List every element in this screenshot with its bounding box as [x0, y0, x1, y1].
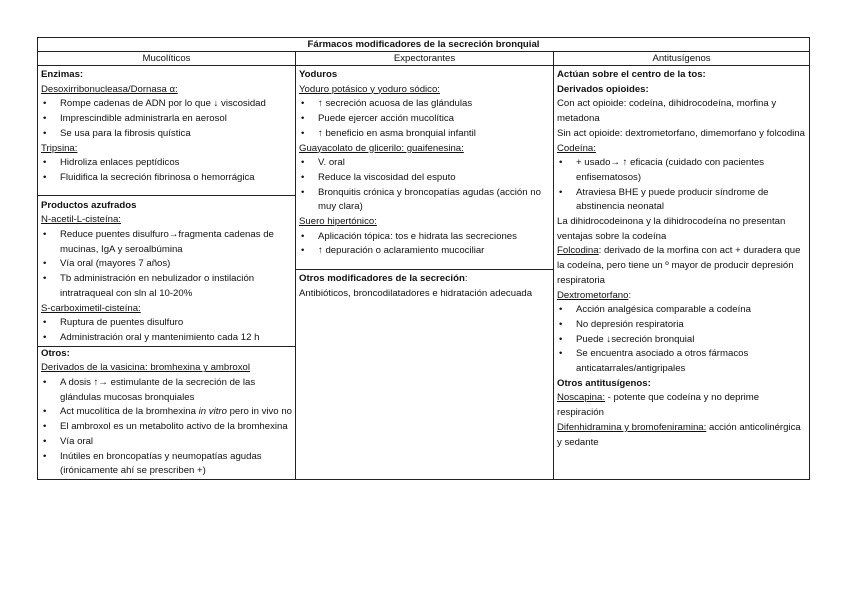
- list-item: • Bronquitis crónica y broncopatías agudas (acción no muy clara): [299, 186, 550, 215]
- folcodina-label: Folcodina: [557, 245, 599, 257]
- noscapina-label: Noscapina:: [557, 392, 605, 404]
- vasicina-list: [41, 376, 292, 479]
- folcodina-text: : derivado de la morfina con act + duradera que la codeína, pero tiene un º mayor de producir depresión respiratoria: [557, 245, 801, 286]
- list-item: • Atraviesa BHE y puede producir síndrome de abstinencia neonatal: [557, 186, 806, 215]
- scmc-list: [41, 316, 292, 345]
- list-item: [41, 405, 292, 420]
- suero-list: [299, 230, 550, 259]
- antitusigenos-cell: [554, 66, 810, 480]
- dextro-label: Dextrometorfano: [557, 289, 629, 301]
- list-item: • Reduce la viscosidad del esputo: [299, 171, 550, 186]
- otros-modificadores-text: Antibióticos, broncodilatadores e hidratación adecuada: [299, 287, 533, 299]
- otros-antitusigenos-heading: Otros antitusígenos:: [557, 377, 651, 389]
- list-item: • Inútiles en broncopatías y neumopatías agudas (irónicamente ahí se prescriben +): [41, 450, 292, 479]
- noscapina-row: [557, 391, 806, 420]
- nac-label: N-acetil-L-cisteína:: [41, 214, 121, 226]
- difenhidramina-text: acción anticolinérgica y sedante: [557, 421, 801, 448]
- vasicina-label: Derivados de la vasicina: bromhexina y ambroxol: [41, 362, 251, 374]
- expectorantes-cell: [296, 66, 554, 480]
- list-item: • Aplicación tópica: tos e hidrata las secreciones: [299, 230, 550, 245]
- yoduros-label: Yoduro potásico y yoduro sódico:: [299, 83, 440, 95]
- con-act-text: Con act opioide: codeína, dihidrocodeína, morfina y metadona: [557, 98, 777, 125]
- document-page: [37, 37, 809, 480]
- list-item: • ↑ depuración o aclaramiento mucociliar: [299, 244, 550, 259]
- difenhidramina-row: [557, 421, 806, 450]
- list-item: • Puede ↓secreción bronquial: [557, 333, 806, 348]
- list-item: • Se encuentra asociado a otros fármacos anticatarrales/antigripales: [557, 347, 806, 376]
- list-item: • Rompe cadenas de ADN por lo que ↓ viscosidad: [41, 97, 292, 112]
- azufrados-heading: Productos azufrados: [41, 199, 137, 211]
- list-item: • Ruptura de puentes disulfuro: [41, 316, 292, 331]
- drug-table: [37, 37, 810, 480]
- sin-act-text: Sin act opioide: dextrometorfano, dimemorfano y folcodina: [557, 127, 805, 139]
- folcodina-row: [557, 244, 806, 288]
- header-antitusigenos: Antitusígenos: [554, 52, 810, 66]
- header-expectorantes: Expectorantes: [296, 52, 554, 66]
- otros-mucoliticos-heading: Otros:: [41, 347, 70, 359]
- difenhidramina-label: Difenhidramina y bromofeniramina:: [557, 421, 707, 433]
- list-item: • A dosis ↑→ estimulante de la secreción de las glándulas mucosas bronquiales: [41, 376, 292, 405]
- opioides-heading: Derivados opioides:: [557, 83, 649, 95]
- scmc-label: S-carboximetil-cisteína:: [41, 302, 141, 314]
- dextro-colon: :: [628, 289, 632, 301]
- guayacolato-label: Guayacolato de glicerilo: guaifenesina:: [299, 142, 464, 154]
- dornasa-list: [41, 97, 292, 141]
- dihidro-text: La dihidrocodeinona y la dihidrocodeína no presentan ventajas sobre la codeína: [557, 216, 786, 242]
- otros-modificadores-colon: :: [464, 273, 468, 285]
- list-item: • + usado→ ↑ eficacia (cuidado con pacientes enfisematosos): [557, 156, 806, 185]
- list-item: • Acción analgésica comparable a codeína: [557, 303, 806, 318]
- dextro-list: [557, 303, 806, 377]
- list-item: • Puede ejercer acción mucolítica: [299, 112, 550, 127]
- list-item: • Vía oral: [41, 435, 292, 450]
- tripsina-label: Tripsina:: [41, 142, 78, 154]
- list-item: • Hidroliza enlaces peptídicos: [41, 156, 292, 171]
- in-vitro-text: in vitro: [198, 406, 227, 418]
- mucoliticos-cell: [38, 66, 296, 480]
- table-title: Fármacos modificadores de la secreción bronquial: [38, 38, 810, 52]
- tripsina-list: [41, 156, 292, 185]
- yoduros-list: [299, 97, 550, 141]
- list-item: • Imprescindible administrarla en aerosol: [41, 112, 292, 127]
- otros-modificadores-heading: Otros modificadores de la secreción: [299, 273, 465, 285]
- header-mucoliticos: Mucolíticos: [38, 52, 296, 66]
- yoduros-section: [299, 67, 550, 269]
- noscapina-text: - potente que codeína y no deprime respiración: [557, 392, 760, 419]
- guayacolato-list: [299, 156, 550, 215]
- codeina-label: Codeína:: [557, 142, 596, 154]
- otros-modificadores-section: [296, 269, 553, 301]
- azufrados-section: [38, 195, 295, 346]
- list-item: • V. oral: [299, 156, 550, 171]
- suero-label: Suero hipertónico:: [299, 216, 377, 228]
- list-item: • Tb administración en nebulizador o instilación intratraqueal con sln al 10-20%: [41, 272, 292, 301]
- list-item: • Fluidifica la secreción fibrinosa o hemorrágica: [41, 171, 292, 186]
- list-item: • ↑ secreción acuosa de las glándulas: [299, 97, 550, 112]
- list-item: • Vía oral (mayores 7 años): [41, 257, 292, 272]
- list-item: • No depresión respiratoria: [557, 318, 806, 333]
- otros-modificadores-heading-row: [299, 272, 550, 287]
- dornasa-label: Desoxirribonucleasa/Dornasa α:: [41, 83, 178, 95]
- list-item: • Se usa para la fibrosis quística: [41, 127, 292, 142]
- list-item: • ↑ beneficio en asma bronquial infantil: [299, 127, 550, 142]
- otros-mucoliticos-section: [38, 346, 295, 479]
- dextro-row: [557, 289, 806, 304]
- yoduros-heading: Yoduros: [299, 69, 338, 80]
- nac-list: [41, 228, 292, 302]
- codeina-list: [557, 156, 806, 215]
- bromhexina-text: Act mucolítica de la bromhexina: [60, 406, 199, 418]
- list-item: • Administración oral y mantenimiento cada 12 h: [41, 331, 292, 346]
- enzimas-heading: Enzimas:: [41, 69, 84, 80]
- list-item: • Reduce puentes disulfuro→fragmenta cadenas de mucinas, IgA y seroalbúmina: [41, 228, 292, 257]
- enzimas-section: [41, 67, 292, 195]
- antitusigenos-intro: Actúan sobre el centro de la tos:: [557, 69, 706, 80]
- list-item: • El ambroxol es un metabolito activo de la bromhexina: [41, 420, 292, 435]
- bromhexina-text-end: pero in vivo no: [226, 406, 292, 418]
